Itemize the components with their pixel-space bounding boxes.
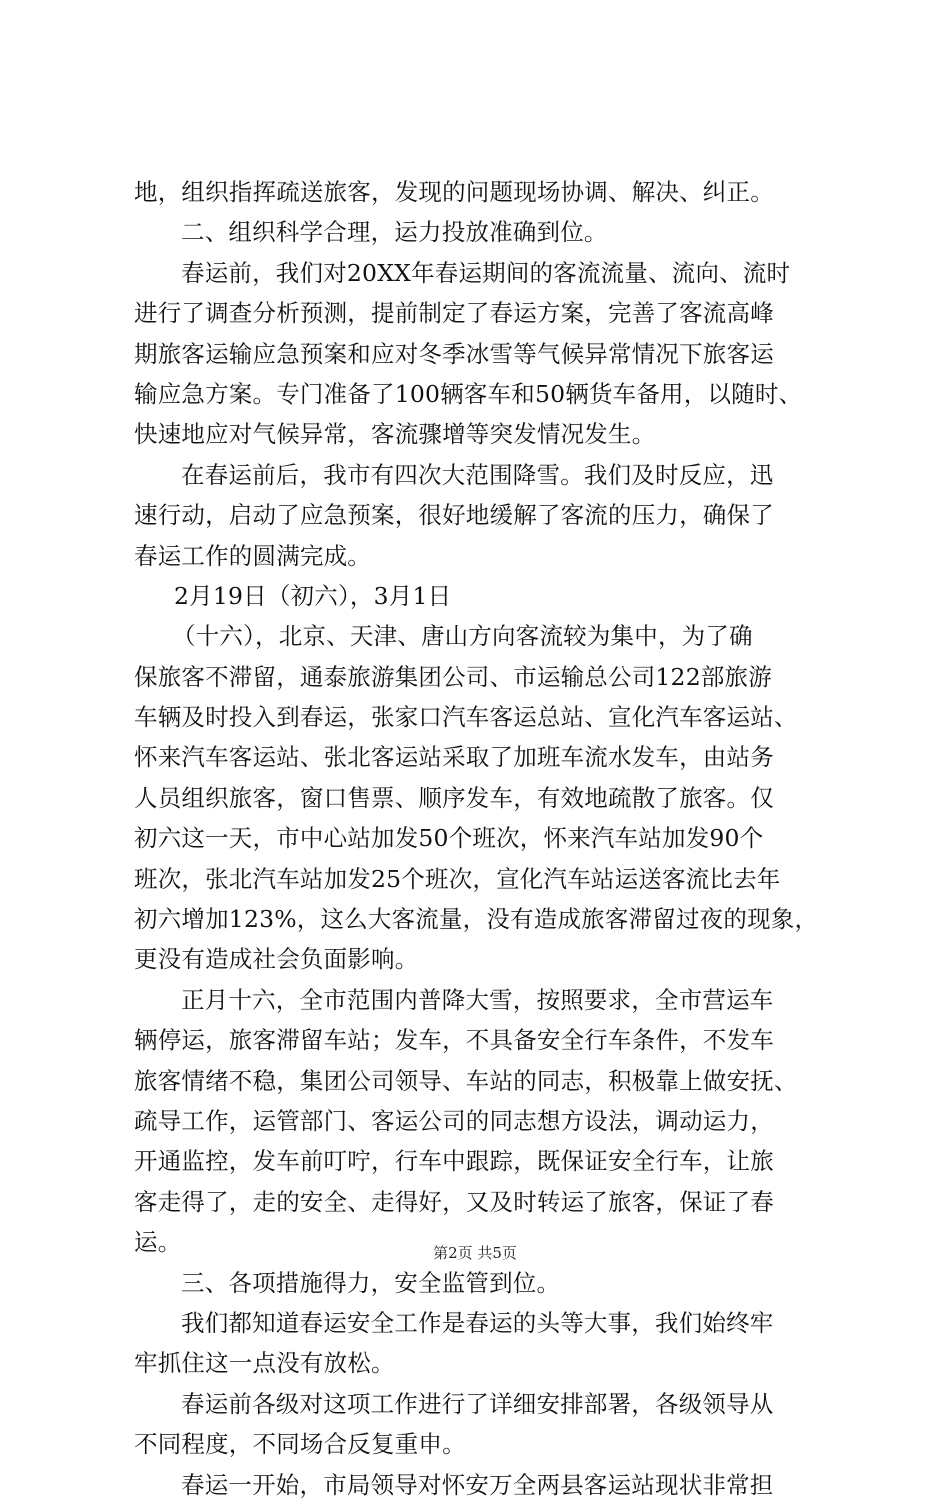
text-line: 人员组织旅客，窗口售票、顺序发车，有效地疏散了旅客。仅 [134,783,774,812]
text-line: 旅客情绪不稳，集团公司领导、车站的同志，积极靠上做安抚、 [134,1066,798,1095]
date-line: 2月19日（初六），3月1日 [174,581,452,610]
body-text [134,172,834,1505]
page-footer [0,1243,950,1263]
text-line: 速行动，启动了应急预案，很好地缓解了客流的压力，确保了 [134,501,774,530]
text-line: 我们都知道春运安全工作是春运的头等大事，我们始终牢 [181,1308,774,1337]
text-line: 期旅客运输应急预案和应对冬季冰雪等气候异常情况下旅客运 [134,339,774,368]
text-line: 怀来汽车客运站、张北客运站采取了加班车流水发车，由站务 [134,743,774,772]
text-line: 疏导工作，运管部门、客运公司的同志想方设法，调动运力， [134,1106,774,1135]
text-line: 初六这一天，市中心站加发50个班次，怀来汽车站加发90个 [134,824,764,853]
text-line: 初六增加123%，这么大客流量，没有造成旅客滞留过夜的现象， [134,905,819,934]
text-line: 正月十六，全市范围内普降大雪，按照要求，全市营运车 [181,985,774,1014]
text-line: 不同程度，不同场合反复重申。 [134,1430,466,1459]
text-line: 运。 [134,1228,182,1257]
text-line: 车辆及时投入到春运，张家口汽车客运总站、宣化汽车客运站、 [134,703,798,732]
text-line: 春运一开始，市局领导对怀安万全两县客运站现状非常担 [181,1470,774,1499]
text-line: 客走得了，走的安全、走得好，又及时转运了旅客，保证了春 [134,1187,774,1216]
text-line: 更没有造成社会负面影响。 [134,945,419,974]
section-heading: 三、各项措施得力，安全监管到位。 [181,1268,561,1297]
text-line: （十六），北京、天津、唐山方向客流较为集中，为了确 [172,622,753,651]
text-line: 进行了调查分析预测，提前制定了春运方案，完善了客流高峰 [134,299,774,328]
text-line: 春运工作的圆满完成。 [134,541,371,570]
text-line: 春运前，我们对20XX年春运期间的客流流量、流向、流时 [181,258,791,287]
section-heading: 二、组织科学合理，运力投放准确到位。 [181,218,608,247]
text-line: 开通监控，发车前叮咛，行车中跟踪，既保证安全行车，让旅 [134,1147,774,1176]
text-line: 在春运前后，我市有四次大范围降雪。我们及时反应，迅 [181,460,774,489]
text-line: 输应急方案。专门准备了100辆客车和50辆货车备用，以随时、 [134,379,803,408]
page-number: 第2页 共5页 [433,1244,517,1262]
text-line: 牢抓住这一点没有放松。 [134,1349,395,1378]
text-line: 快速地应对气候异常，客流骤增等突发情况发生。 [134,420,656,449]
text-line: 班次，张北汽车站加发25个班次，宣化汽车站运送客流比去年 [134,864,781,893]
text-line: 春运前各级对这项工作进行了详细安排部署，各级领导从 [181,1389,774,1418]
text-line: 地，组织指挥疏送旅客，发现的问题现场协调、解决、纠正。 [134,178,774,206]
text-line: 保旅客不滞留，通泰旅游集团公司、市运输总公司122部旅游 [134,662,772,691]
text-line: 辆停运，旅客滞留车站；发车，不具备安全行车条件，不发车 [134,1026,774,1055]
